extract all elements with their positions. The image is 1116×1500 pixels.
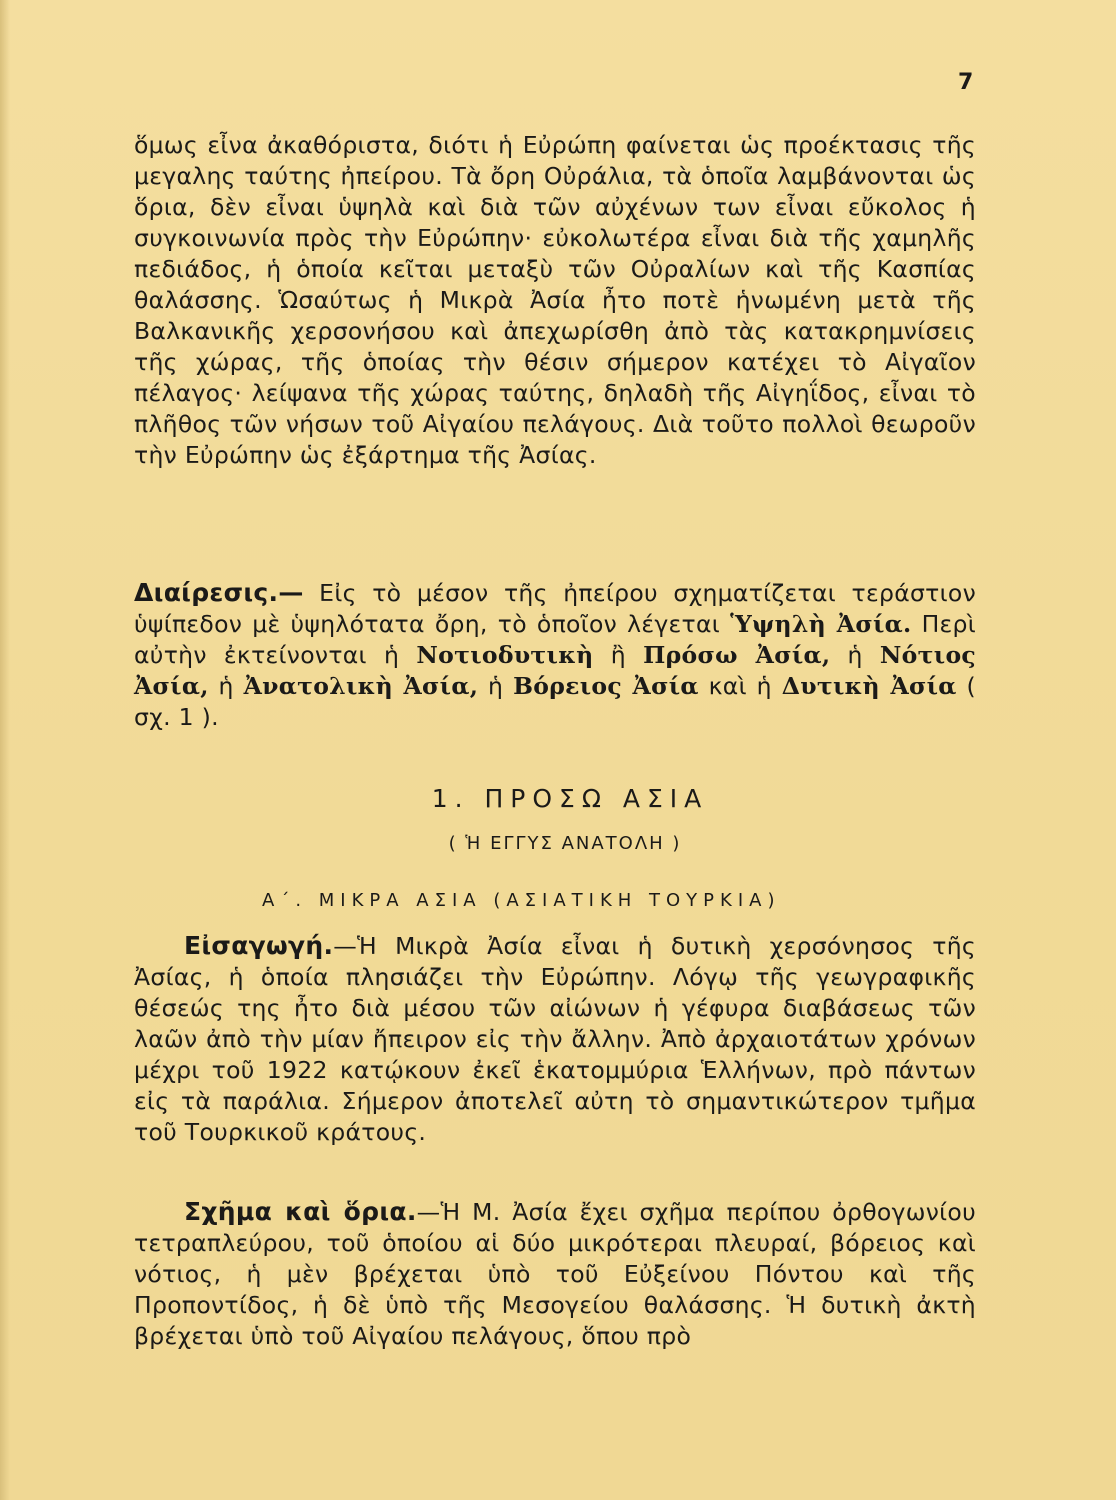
- shape-borders-text: —Ἡ Μ. Ἀσία ἔχει σχῆμα περίπου ὀρθογωνίου τετραπλεύρου, τοῦ ὁποίου αἱ δύο μικρότεραι πλευραί, βόρειος καὶ νότιος, ἡ μὲν βρέχεται ὑπὸ τοῦ Εὐξείνου Πόντου καὶ τῆς Προποντίδος, ἡ δὲ ὑπὸ τῆς Μεσογείου θαλάσσης. Ἡ δυτικὴ ἀκτὴ βρέχεται ὑπὸ τοῦ Αἰγαίου πελάγους, ὅπου πρὸ: [134, 1198, 976, 1350]
- term-east-asia: Ἀνατολικὴ Ἀσία,: [243, 672, 479, 700]
- paragraph-shape-borders: [134, 1196, 976, 1352]
- paragraph-divisions: [134, 577, 976, 733]
- shape-borders-body: [134, 1196, 976, 1352]
- introduction-heading: Εἰσαγωγή.: [184, 931, 334, 960]
- term-high-asia: Ὑψηλὴ Ἀσία.: [730, 610, 912, 638]
- divisions-text-c: ἢ: [593, 641, 644, 669]
- section-title: 1. ΠΡΟΣΩ ΑΣΙΑ: [431, 784, 709, 813]
- subsection-title: Α΄. ΜΙΚΡΑ ΑΣΙΑ (ΑΣΙΑΤΙΚΗ ΤΟΥΡΚΙΑ): [262, 890, 781, 911]
- introduction-text: —Ἡ Μικρὰ Ἀσία εἶναι ἡ δυτικὴ χερσόνησος τῆς Ἀσίας, ἡ ὁποία πλησιάζει τὴν Εὐρώπην. Λόγῳ τῆς γεωγραφικῆς θέσεώς της ἦτο διὰ μέσου τῶν αἰώνων ἡ γέφυρα διαβάσεως τῶν λαῶν ἀπὸ τὴν μίαν ἤπειρον εἰς τὴν ἄλλην. Ἀπὸ ἀρχαιοτάτων χρόνων μέχρι τοῦ 1922 κατῴκουν ἐκεῖ ἑκατομμύρια Ἑλλήνων, πρὸ πάντων εἰς τὰ παράλια. Σήμερον ἀποτελεῖ αὐτη τὸ σημαντικώτερον τμῆμα τοῦ Τουρκικοῦ κράτους.: [134, 932, 976, 1146]
- divisions-text-g: καὶ ἡ: [698, 672, 782, 700]
- divisions-text-a: Εἰς τὸ μέσον τῆς ἠπείρου σχηματίζεται τεράστιον ὑψίπεδον μὲ ὑψηλότατα ὄρη, τὸ ὁποῖον λέγεται: [134, 579, 976, 638]
- divisions-text-h: ( σχ. 1 ).: [134, 672, 977, 731]
- paragraph-text: ὅμως εἶνα ἀκαθόριστα, διότι ἡ Εὐρώπη φαίνεται ὡς προέκτασις τῆς μεγαλης ταύτης ἠπείρου. Τὰ ὄρη Οὐράλια, τὰ ὁποῖα λαμβάνονται ὡς ὅρια, δὲν εἶναι ὑψηλὰ καὶ διὰ τῶν αὐχένων των εἶναι εὔκολος ἡ συγκοινωνία πρὸς τὴν Εὐρώπην· εὐκολωτέρα εἶναι διὰ τῆς χαμηλῆς πεδιάδος, ἡ ὁποία κεῖται μεταξὺ τῶν Οὐραλίων καὶ τῆς Κασπίας θαλάσσης. Ὡσαύτως ἡ Μικρὰ Ἀσία ἦτο ποτὲ ἡνωμένη μετὰ τῆς Βαλκανικῆς χερσονήσου καὶ ἀπεχωρίσθη ἀπὸ τὰς κατακρημνίσεις τῆς χώρας, τῆς ὁποίας τὴν θέσιν σήμερον κατέχει τὸ Αἰγαῖον πέλαγος· λείψανα τῆς χώρας ταύτης, δηλαδὴ τῆς Αἰγηΐδος, εἶναι τὸ πλῆθος τῶν νήσων τοῦ Αἰγαίου πελάγους. Διὰ τοῦτο πολλοὶ θεωροῦν τὴν Εὐρώπην ὡς ἐξάρτημα τῆς Ἀσίας.: [134, 131, 976, 469]
- term-near-asia: Πρόσω Ἀσία,: [643, 641, 831, 669]
- section-subtitle: ( Ἡ ΕΓΓΥΣ ΑΝΑΤΟΛΗ ): [448, 833, 682, 854]
- term-south-asia: Νότιος Ἀσία,: [134, 641, 977, 700]
- page-edge-shadow: [0, 0, 10, 1500]
- term-west-asia: Δυτικὴ Ἀσία: [781, 672, 957, 700]
- divisions-text-b: Περὶ αὐτὴν ἐκτείνονται ἡ: [134, 610, 977, 669]
- term-north-asia: Βόρειος Ἀσία: [513, 672, 699, 700]
- divisions-text-d: ἡ: [830, 641, 880, 669]
- paragraph-divisions-body: [134, 577, 976, 733]
- paragraph-introduction: [134, 930, 976, 1148]
- divisions-heading: Διαίρεσις.—: [134, 578, 304, 607]
- paragraph-continent-boundaries: [134, 130, 976, 471]
- shape-borders-heading: Σχῆμα καὶ ὅρια.: [184, 1197, 417, 1226]
- divisions-text-f: ἡ: [478, 672, 514, 700]
- introduction-body: [134, 930, 976, 1148]
- term-southwest: Νοτιοδυτικὴ: [416, 641, 594, 669]
- divisions-text-e: ἡ: [208, 672, 244, 700]
- page-number: 7: [958, 70, 974, 95]
